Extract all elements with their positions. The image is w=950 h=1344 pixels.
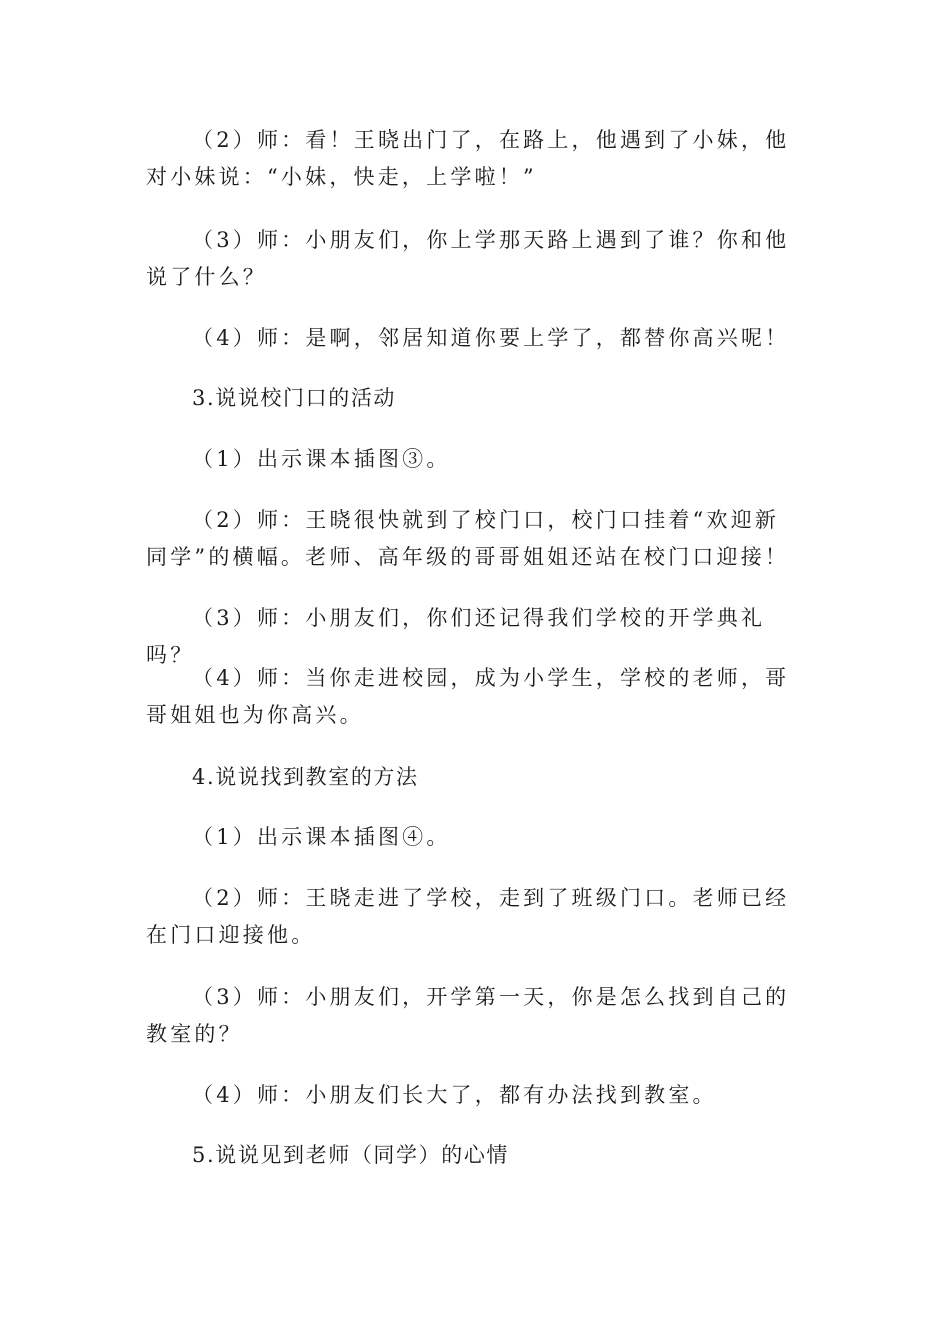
paragraph: （4）师：是啊，邻居知道你要上学了，都替你高兴呢！ <box>192 326 790 350</box>
paragraph: （3）师：小朋友们，你们还记得我们学校的开学典礼吗？ <box>146 606 766 667</box>
paragraph: （4）师：当你走进校园，成为小学生，学校的老师，哥哥姐姐也为你高兴。 <box>146 666 790 727</box>
paragraph: （2）师：王晓很快就到了校门口，校门口挂着“欢迎新同学”的横幅。老师、高年级的哥哥姐姐还站在校门口迎接！ <box>146 508 790 569</box>
section-heading: 3.说说校门口的活动 <box>192 386 397 410</box>
paragraph: （3）师：小朋友们，开学第一天，你是怎么找到自己的教室的？ <box>146 985 790 1046</box>
section-heading: 5.说说见到老师（同学）的心情 <box>192 1143 510 1167</box>
paragraph: （1）出示课本插图④。 <box>192 825 451 849</box>
section-heading: 4.说说找到教室的方法 <box>192 765 419 789</box>
paragraph: （2）师：看！王晓出门了，在路上，他遇到了小妹，他对小妹说：“小妹，快走，上学啦！” <box>146 128 790 189</box>
paragraph: （2）师：王晓走进了学校，走到了班级门口。老师已经在门口迎接他。 <box>146 886 790 947</box>
paragraph: （1）出示课本插图③。 <box>192 447 451 471</box>
paragraph: （4）师：小朋友们长大了，都有办法找到教室。 <box>192 1083 717 1107</box>
paragraph: （3）师：小朋友们，你上学那天路上遇到了谁？你和他说了什么？ <box>146 228 790 289</box>
